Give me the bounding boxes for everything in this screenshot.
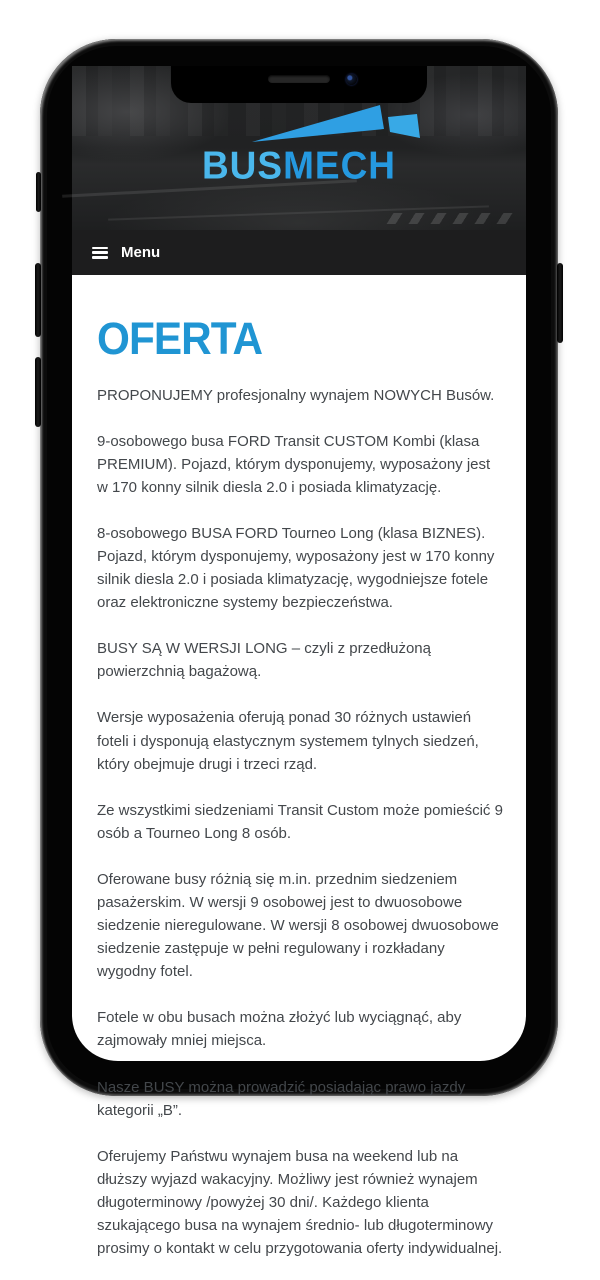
offer-paragraph: Oferowane busy różnią się m.in. przednim siedzeniem pasażerskim. W wersji 9 osobowej jest to dwuosobowe siedzenie nieregulowane. W wersji 8 osobowej dwuosobowe siedzenie zastępuje w pełni regulowany i rozkładany wygodny fotel. <box>97 870 499 981</box>
phone-frame <box>40 39 558 1258</box>
offer-paragraph: 8-osobowego BUSA FORD Tourneo Long (klasa BIZNES). Pojazd, którym dysponujemy, wyposażony jest w 170 konny silnik diesla 2.0 i posiada klimatyzację, wygodniejsze fotele oraz elektroniczne systemy bezpieczeństwa. <box>97 524 495 612</box>
offer-paragraph: 9-osobowego busa FORD Transit CUSTOM Kombi (klasa PREMIUM). Pojazd, którym dysponujemy, wyposażony jest w 170 konny silnik diesla 2.0 i posiada klimatyzację. <box>97 432 491 496</box>
volume-down-button <box>35 357 41 427</box>
logo[interactable] <box>72 144 526 187</box>
offer-section <box>72 275 526 1280</box>
logo-text-mech: MECH <box>283 144 397 187</box>
phone-screen <box>72 66 526 1258</box>
notch <box>171 66 427 103</box>
offer-paragraph: Oferujemy Państwu wynajem busa na weekend lub na dłuższy wyjazd wakacyjny. Możliwy jest również wynajem długoterminowy /powyżej 30 dni/. Każdego klienta szukającego busa na wynajem średnio- lub długoterminowy prosimy o kontakt w celu przygotowania oferty indywidualnej. <box>97 1147 503 1258</box>
header-background-crosswalk <box>387 213 524 224</box>
front-camera-icon <box>346 74 357 85</box>
offer-paragraph: PROPONUJEMY profesjonalny wynajem NOWYCH Busów. <box>97 386 495 404</box>
offer-paragraph: Ze wszystkimi siedzeniami Transit Custom może pomieścić 9 osób a Tourneo Long 8 osób. <box>97 801 503 842</box>
hamburger-menu-icon[interactable] <box>92 247 108 259</box>
volume-up-button <box>35 263 41 337</box>
offer-paragraph: BUSY SĄ W WERSJI LONG – czyli z przedłużoną powierzchnią bagażową. <box>97 640 431 681</box>
offer-paragraph: Wersje wyposażenia oferują ponad 30 różnych ustawień foteli i dysponują elastycznym systemem tylnych siedzeń, który obejmuje drugi i trzeci rząd. <box>97 709 479 773</box>
logo-text-bus: BUS <box>201 144 284 187</box>
power-button <box>557 263 563 343</box>
mute-switch <box>36 172 41 212</box>
menu-bar[interactable] <box>72 230 526 275</box>
speaker-grille-icon <box>268 75 330 83</box>
logo-swoosh-icon <box>252 105 420 143</box>
menu-label: Menu <box>121 244 161 261</box>
offer-paragraph: Nasze BUSY można prowadzić posiadając prawo jazdy kategorii „B”. <box>97 1078 466 1119</box>
page-title: OFERTA <box>97 313 263 364</box>
offer-paragraph: Fotele w obu busach można złożyć lub wyciągnąć, aby zajmowały mniej miejsca. <box>97 1009 462 1050</box>
